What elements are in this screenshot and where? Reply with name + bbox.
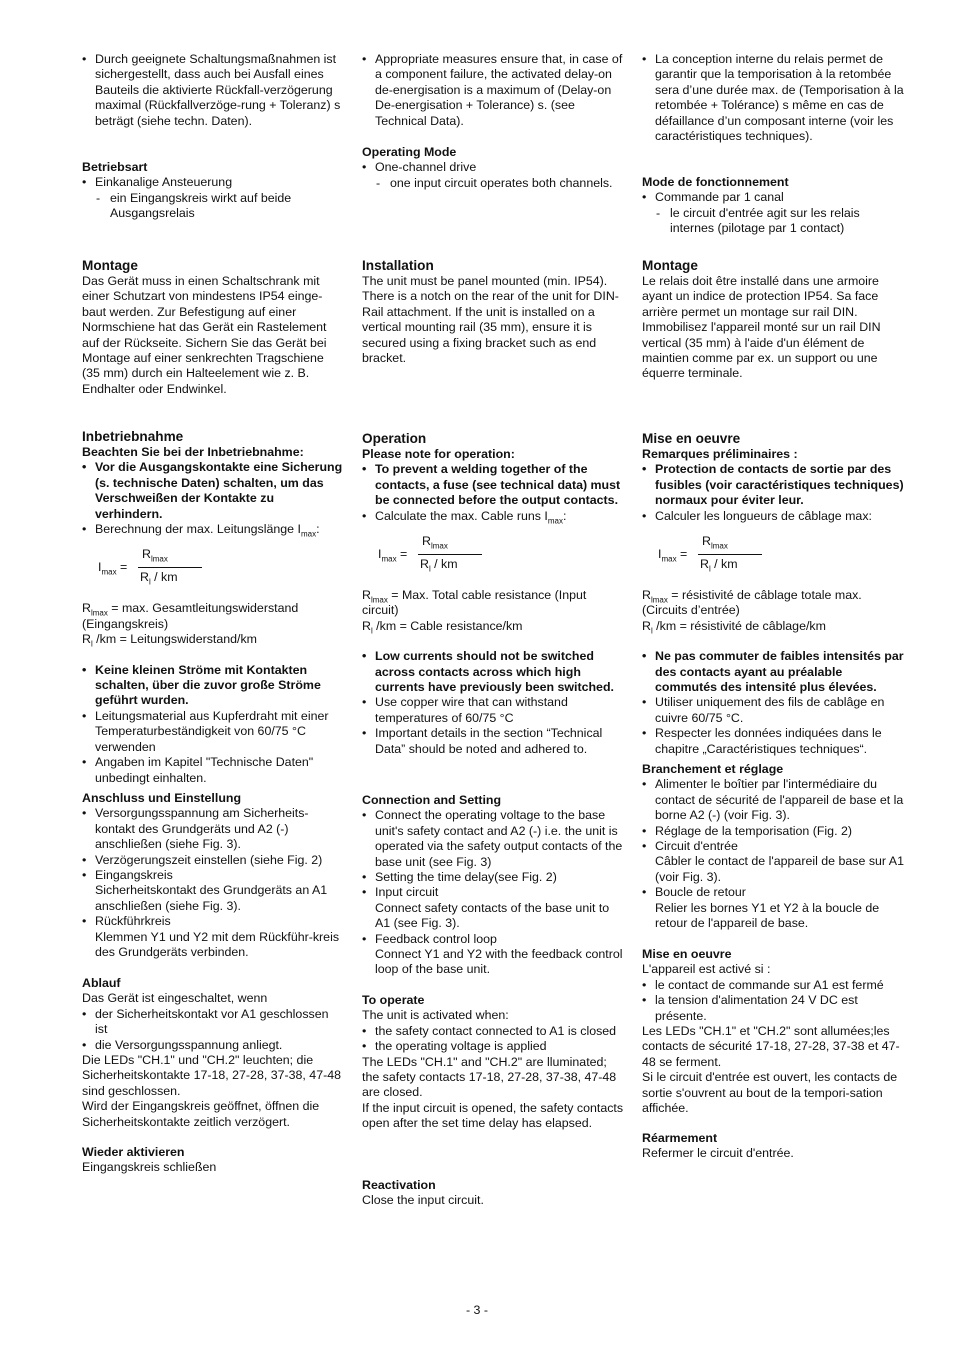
section-heading: Reactivation bbox=[362, 1178, 436, 1192]
section-heading: Mise en oeuvre bbox=[642, 431, 741, 446]
section-heading: Branchement et réglage bbox=[642, 762, 784, 776]
reactivation-section bbox=[82, 1145, 344, 1176]
list-item: • Input circuit Connect safety contacts of the base unit to A1 (see Fig. 3). bbox=[362, 885, 624, 931]
list-item: • Eingangskreis Sicherheitskontakt des Grundgeräts an A1 anschließen (siehe Fig. 3). bbox=[82, 868, 344, 914]
intro-text: • La conception interne du relais permet de garantir que la temporisation à la retombée sera d’une durée max. de (Temporisation à la retombée + Tolérance) s même en cas de défaillance d’un composant interne (voir les caractéristiques techniques). bbox=[642, 52, 904, 144]
list-item: • Circuit d'entrée Câbler le contact de l'appareil de base sur A1 (voir Fig. 3). bbox=[642, 839, 904, 885]
formula-definition: $R_{lmax}$ = résistivité de câblage totale max. (Circuits d’entrée) bbox=[642, 588, 862, 618]
list-item: • Vor die Ausgangskontakte eine Sicherung (s. technische Daten) schalten, um das Verschweißen der Kontakte zu verhindern. bbox=[82, 460, 344, 522]
intro-text: • Appropriate measures ensure that, in case of a component failure, the activated delay-on de-energisation is a maximum of (Delay-on De-energisation + Tolerance) s. (see Technical Data). bbox=[362, 52, 624, 129]
list-item: • Connect the operating voltage to the base unit's safety contact and A2 (-) i.e. the unit is operated via the safety output contacts of the base unit (see Fig. 3) bbox=[362, 808, 624, 870]
installation-section bbox=[642, 257, 904, 382]
paragraph: Das Gerät ist eingeschaltet, wenn bbox=[82, 991, 268, 1006]
formula-definition: $R_{lmax} = \max$. Gesamtleitungswiderstand (Eingangskreis) bbox=[82, 601, 299, 631]
paragraph: Le relais doit être installé dans une armoire ayant un indice de protection IP54. Sa face arrière permet un montage sur rail DIN. Immobilisez l'appareil monté sur un rail DIN vertical (35 mm) à l'aide d'un élément de maintien comme par ex. un support ou une équerre terminale. bbox=[642, 274, 881, 381]
section-heading: Wieder aktivieren bbox=[82, 1145, 185, 1159]
paragraph: The LEDs "CH.1" and "CH.2" are lluminated; the safety contacts 17-18, 27-28, 37-38, 47-48 are closed. bbox=[362, 1054, 617, 1100]
list-item: • the operating voltage is applied bbox=[362, 1039, 624, 1054]
paragraph: Refermer le circuit d'entrée. bbox=[642, 1146, 794, 1161]
section-heading: Anschluss und Einstellung bbox=[82, 791, 242, 805]
section-heading: Inbetriebnahme bbox=[82, 429, 184, 444]
list-item: • To prevent a welding together of the contacts, a fuse (see technical data) must be connected before the output contacts. bbox=[362, 462, 624, 508]
list-item: • Respecter les données indiquées dans le chapitre „Caractéristiques techniques“. bbox=[642, 726, 904, 757]
connection-section bbox=[82, 791, 344, 960]
section-note: Please note for operation: bbox=[362, 447, 515, 461]
list-item: • die Versorgungsspannung anliegt. bbox=[82, 1038, 344, 1053]
formula-definition: $R_l$ /km = Leitungswiderstand/km bbox=[82, 632, 257, 649]
list-item: • Einkanalige Ansteuerung bbox=[82, 175, 344, 190]
paragraph: Die LEDs "CH.1" und "CH.2" leuchten; die Sicherheitskontakte 17-18, 27-28, 37-38, 47-48 sind geschlossen. bbox=[82, 1053, 341, 1098]
list-item: • Versorgungsspannung am Sicherheits-kontakt des Grundgeräts und A2 (-) anschließen (siehe Fig. 3). bbox=[82, 806, 344, 852]
section-heading: To operate bbox=[362, 993, 425, 1007]
list-item: • der Sicherheitskontakt vor A1 geschlossen ist bbox=[82, 1007, 344, 1038]
paragraph: Wird der Eingangskreis geöffnet, öffnen die Sicherheitskontakte zeitlich verzögert. bbox=[82, 1099, 320, 1129]
sequence-section bbox=[82, 976, 344, 1130]
section-heading: Operation bbox=[362, 431, 427, 446]
operating-mode-section bbox=[642, 175, 904, 237]
paragraph: Les LEDs "CH.1" et "CH.2" sont allumées;les contacts de sécurité 17-18, 27-28, 37-38 et 47-48 se ferment. bbox=[642, 1024, 900, 1069]
section-heading: Ablauf bbox=[82, 976, 121, 990]
connection-section bbox=[362, 793, 624, 978]
list-item: • Leitungsmaterial aus Kupferdraht mit einer Temperaturbeständigkeit von 60/75 °C verwenden bbox=[82, 709, 344, 755]
connection-section bbox=[642, 762, 904, 931]
paragraph: The unit must be panel mounted (min. IP54). There is a notch on the rear of the unit for DIN-Rail attachment. If the unit is installed on a vertical mounting rail (35 mm), ensure it is secured using a fixing bracket such as end bracket. bbox=[362, 274, 619, 366]
section-heading: Montage bbox=[642, 258, 698, 273]
section-heading: Installation bbox=[362, 258, 434, 273]
list-item: • Commande par 1 canal bbox=[642, 190, 904, 205]
paragraph: Das Gerät muss in einen Schaltschrank mit einer Schutzart von mindestens IP54 einge-baut werden. Zur Befestigung auf einer Normschiene hat das Gerät ein Rastelement auf der Rückseite. Sichern Sie das Gerät bei Montage auf einer senkrechten Tragschiene (35 mm) durch ein Halteelement wie z. B. Endhalter oder Endwinkel. bbox=[82, 274, 327, 396]
list-item: • Berechnung der max. Leitungslänge $I_{max}$: bbox=[82, 522, 344, 537]
list-item: • Use copper wire that can withstand temperatures of 60/75 °C bbox=[362, 695, 624, 726]
list-item: • Feedback control loop Connect Y1 and Y2 with the feedback control loop of the base unit. bbox=[362, 932, 624, 978]
intro-text: • Durch geeignete Schaltungsmaßnahmen ist sichergestellt, dass auch bei Ausfall eines Bauteils die aktivierte Rückfall-verzögerung maximal (Rückfallverzöge-rung + Toleranz) s beträgt (siehe techn. Daten). bbox=[82, 52, 344, 129]
formula-definition: $R_l$ /km = résistivité de câblage/km bbox=[642, 618, 826, 636]
paragraph: The unit is activated when: bbox=[362, 1008, 509, 1023]
list-item: • Calculate the max. Cable runs $I_{max}$: bbox=[362, 509, 624, 524]
operating-mode-section bbox=[362, 145, 624, 191]
paragraph: L'appareil est activé si : bbox=[642, 962, 771, 977]
section-heading: Montage bbox=[82, 258, 138, 273]
list-item: • Setting the time delay(see Fig. 2) bbox=[362, 870, 624, 885]
intro-section bbox=[642, 52, 904, 144]
section-heading: Connection and Setting bbox=[362, 793, 502, 807]
list-item: - one input circuit operates both channels. bbox=[362, 176, 624, 191]
list-item: - le circuit d'entrée agit sur les relais internes (pilotage par 1 contact) bbox=[642, 206, 904, 237]
page-number: - 3 - bbox=[465, 1303, 489, 1317]
list-item: • la tension d'alimentation 24 V DC est présente. bbox=[642, 993, 904, 1024]
list-item: • le contact de commande sur A1 est fermé bbox=[642, 978, 904, 993]
installation-section bbox=[82, 257, 344, 397]
operating-mode-section bbox=[82, 160, 344, 222]
cable-length-formula: $I_{max}$ = $R_{lmax}$ $R_l$ / km bbox=[378, 534, 624, 578]
intro-section bbox=[362, 52, 624, 129]
list-item: • Angaben im Kapitel "Technische Daten" unbedingt einhalten. bbox=[82, 755, 344, 786]
list-item: • Utiliser uniquement des fils de cablâge en cuivre 60/75 °C. bbox=[642, 695, 904, 726]
section-heading: Mise en oeuvre bbox=[642, 947, 732, 961]
paragraph: Eingangskreis schließen bbox=[82, 1160, 217, 1175]
list-item: • Rückführkreis Klemmen Y1 und Y2 mit dem Rückführ-kreis des Grundgeräts verbinden. bbox=[82, 914, 344, 960]
section-heading: Operating Mode bbox=[362, 145, 457, 159]
cable-length-formula: $I_{max}$ = $R_{lmax}$ $R_l$ / km bbox=[658, 534, 904, 578]
paragraph: Si le circuit d'entrée est ouvert, les contacts de sortie s'ouvrent au bout de la tempori-sation affichée. bbox=[642, 1070, 898, 1116]
intro-section bbox=[82, 52, 344, 129]
activation-section bbox=[642, 947, 904, 1116]
operation-section bbox=[362, 430, 624, 757]
reactivation-section bbox=[362, 1178, 624, 1209]
list-item: • Boucle de retour Relier les bornes Y1 et Y2 à la boucle de retour de l'appareil de base. bbox=[642, 885, 904, 931]
list-item: • Important details in the section “Technical Data” should be noted and adhered to. bbox=[362, 726, 624, 757]
list-item: • the safety contact connected to A1 is closed bbox=[362, 1024, 624, 1039]
list-item: • Ne pas commuter de faibles intensités par des contacts ayant au préalable commutés des intensité plus élevées. bbox=[642, 649, 904, 695]
section-heading: Betriebsart bbox=[82, 160, 148, 174]
list-item: • Protection de contacts de sortie par des fusibles (voir caractéristiques techniques) normaux pour éviter leur. bbox=[642, 462, 904, 508]
commissioning-section bbox=[82, 428, 344, 786]
section-note: Remarques préliminaires : bbox=[642, 447, 798, 461]
paragraph: Close the input circuit. bbox=[362, 1193, 484, 1208]
list-item: • One-channel drive bbox=[362, 160, 624, 175]
list-item: - ein Eingangskreis wirkt auf beide Ausgangsrelais bbox=[82, 191, 344, 222]
installation-section bbox=[362, 257, 624, 366]
list-item: • Keine kleinen Ströme mit Kontakten schalten, über die zuvor große Ströme geführt wurden. bbox=[82, 663, 344, 709]
formula-definition: $R_l$ /km = Cable resistance/km bbox=[362, 618, 523, 636]
list-item: • Réglage de la temporisation (Fig. 2) bbox=[642, 824, 904, 839]
list-item: • Verzögerungszeit einstellen (siehe Fig. 2) bbox=[82, 853, 344, 868]
section-heading: Mode de fonctionnement bbox=[642, 175, 789, 189]
list-item: • Alimenter le boîtier par l'intermédiaire du contact de sécurité de l'appareil de base et la borne A2 (-) (voir Fig. 3). bbox=[642, 777, 904, 823]
list-item: • Low currents should not be switched across contacts across which high currents have previously been switched. bbox=[362, 649, 624, 695]
commissioning-section bbox=[642, 430, 904, 757]
cable-length-formula: $I_{max}$ = $R_{lmax}$ $R_l$ / km bbox=[98, 547, 344, 591]
formula-definition: $R_{lmax}$ = Max. Total cable resistance (Input circuit) bbox=[362, 588, 587, 618]
list-item: • Calculer les longueurs de câblage max: bbox=[642, 509, 904, 524]
section-heading: Réarmement bbox=[642, 1131, 718, 1145]
section-note: Beachten Sie bei der Inbetriebnahme: bbox=[82, 445, 304, 459]
reactivation-section bbox=[642, 1131, 904, 1162]
paragraph: If the input circuit is opened, the safety contacts open after the set time delay has elapsed. bbox=[362, 1100, 624, 1131]
to-operate-section bbox=[362, 993, 624, 1132]
